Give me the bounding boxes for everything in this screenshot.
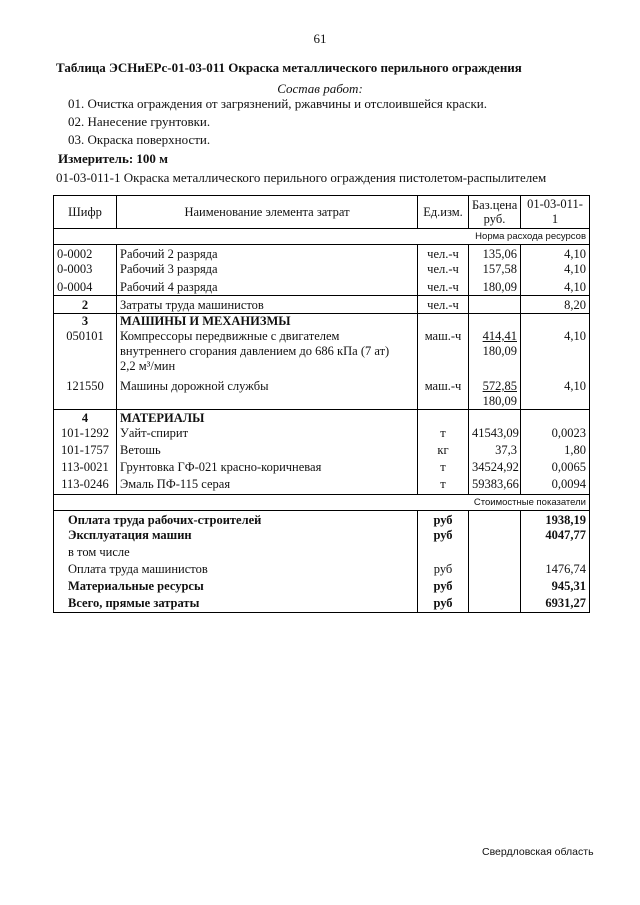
total-value: 945,31 [521,579,590,596]
header-norm: 01-03-011-1 [521,196,590,229]
row-unit: т [418,460,469,477]
row-code: 121550 [54,374,117,410]
row-unit: чел.-ч [418,280,469,296]
section-title: МАШИНЫ И МЕХАНИЗМЫ [117,314,418,330]
row-unit: маш.-ч [418,374,469,410]
row-price-wage: 180,09 [482,394,517,408]
norm-caption-row [54,229,590,245]
table-row [54,460,590,477]
total-row [54,562,590,579]
header-price-line1: Баз.цена [472,198,518,212]
row-name: Эмаль ПФ-115 серая [117,477,418,494]
row-price: 41543,09 [469,426,521,443]
table-row [54,329,590,374]
meter-label: Измеритель: 100 м [58,151,169,166]
row-name: Рабочий 4 разряда [117,280,418,296]
row-unit: маш.-ч [418,329,469,374]
row-unit: чел.-ч [418,245,469,263]
total-row [54,510,590,528]
row-price-wage: 180,09 [482,344,517,358]
row-price: 59383,66 [469,477,521,494]
row-norm: 4,10 [521,374,590,410]
total-value [521,545,590,562]
total-name: Оплата труда рабочих-строителей [54,510,418,528]
total-name: Материальные ресурсы [54,579,418,596]
table-title: Таблица ЭСНиЕРс-01-03-011 Окраска металлического перильного ограждения [56,60,522,75]
table-row [54,296,590,314]
row-norm: 4,10 [521,280,590,296]
total-unit [418,545,469,562]
total-row [54,528,590,545]
row-price: 157,58 [469,262,521,280]
total-value: 4047,77 [521,528,590,545]
row-code: 0-0002 [54,245,117,263]
row-code: 113-0021 [54,460,117,477]
header-unit: Ед.изм. [418,196,469,229]
row-norm: 1,80 [521,443,590,460]
row-unit: т [418,477,469,494]
table-row [54,426,590,443]
row-name-line: Компрессоры передвижные с двигателем [120,329,340,343]
total-value: 6931,27 [521,596,590,613]
row-norm: 4,10 [521,262,590,280]
row-code: 2 [54,296,117,314]
total-unit: руб [418,579,469,596]
work-item: 03. Окраска поверхности. [68,132,211,147]
total-value: 1476,74 [521,562,590,579]
table-row [54,280,590,296]
table-row [54,477,590,494]
row-code: 113-0246 [54,477,117,494]
row-name: Рабочий 3 разряда [117,262,418,280]
row-price: 34524,92 [469,460,521,477]
row-unit: чел.-ч [418,296,469,314]
row-price [469,329,521,374]
row-norm: 0,0023 [521,426,590,443]
cost-caption: Стоимостные показатели [54,494,590,510]
table-row [54,245,590,263]
region-footer: Свердловская область [482,846,594,858]
table-header-row [54,196,590,229]
row-name: Уайт-спирит [117,426,418,443]
row-code: 101-1757 [54,443,117,460]
table-row [54,443,590,460]
row-norm: 0,0065 [521,460,590,477]
row-unit: чел.-ч [418,262,469,280]
rate-code-line: 01-03-011-1 Окраска металлического перильного ограждения пистолетом-распылителем [56,170,547,185]
row-code: 050101 [54,329,117,374]
total-unit: руб [418,562,469,579]
row-code: 0-0003 [54,262,117,280]
row-name-line: внутреннего сгорания давлением до 686 кПа (7 ат) [120,344,390,358]
header-code: Шифр [54,196,117,229]
row-norm: 4,10 [521,329,590,374]
header-price [469,196,521,229]
row-norm: 4,10 [521,245,590,263]
row-price [469,374,521,410]
row-name: Грунтовка ГФ-021 красно-коричневая [117,460,418,477]
row-name: Машины дорожной службы [117,374,418,410]
section-number: 3 [54,314,117,330]
row-unit: т [418,426,469,443]
row-norm: 0,0094 [521,477,590,494]
work-item: 02. Нанесение грунтовки. [68,114,211,129]
header-price-line2: руб. [483,212,506,226]
row-name-line: 2,2 м³/мин [120,359,176,373]
section-header-row [54,410,590,427]
row-price: 135,06 [469,245,521,263]
header-name: Наименование элемента затрат [117,196,418,229]
resource-table [53,195,590,613]
total-unit: руб [418,528,469,545]
row-price: 37,3 [469,443,521,460]
row-price: 180,09 [469,280,521,296]
row-name: Затраты труда машинистов [117,296,418,314]
section-header-row [54,314,590,330]
total-row [54,579,590,596]
total-row [54,596,590,613]
row-name [117,329,418,374]
row-code: 101-1292 [54,426,117,443]
table-row [54,262,590,280]
row-code: 0-0004 [54,280,117,296]
page-number: 61 [313,31,327,46]
row-name: Рабочий 2 разряда [117,245,418,263]
work-composition-label: Состав работ: [277,81,363,96]
total-name: Всего, прямые затраты [54,596,418,613]
total-row [54,545,590,562]
total-name: Эксплуатация машин [54,528,418,545]
row-price-main: 572,85 [482,379,517,393]
section-title: МАТЕРИАЛЫ [117,410,418,427]
row-name: Ветошь [117,443,418,460]
total-unit: руб [418,510,469,528]
section-number: 4 [54,410,117,427]
total-unit: руб [418,596,469,613]
row-norm: 8,20 [521,296,590,314]
total-value: 1938,19 [521,510,590,528]
row-unit: кг [418,443,469,460]
cost-caption-row [54,494,590,510]
norm-caption: Норма расхода ресурсов [54,229,590,245]
work-item: 01. Очистка ограждения от загрязнений, ржавчины и отслоившейся краски. [68,96,487,111]
row-price-main: 414,41 [482,329,517,343]
total-name: Оплата труда машинистов [54,562,418,579]
table-row [54,374,590,410]
total-name: в том числе [54,545,418,562]
